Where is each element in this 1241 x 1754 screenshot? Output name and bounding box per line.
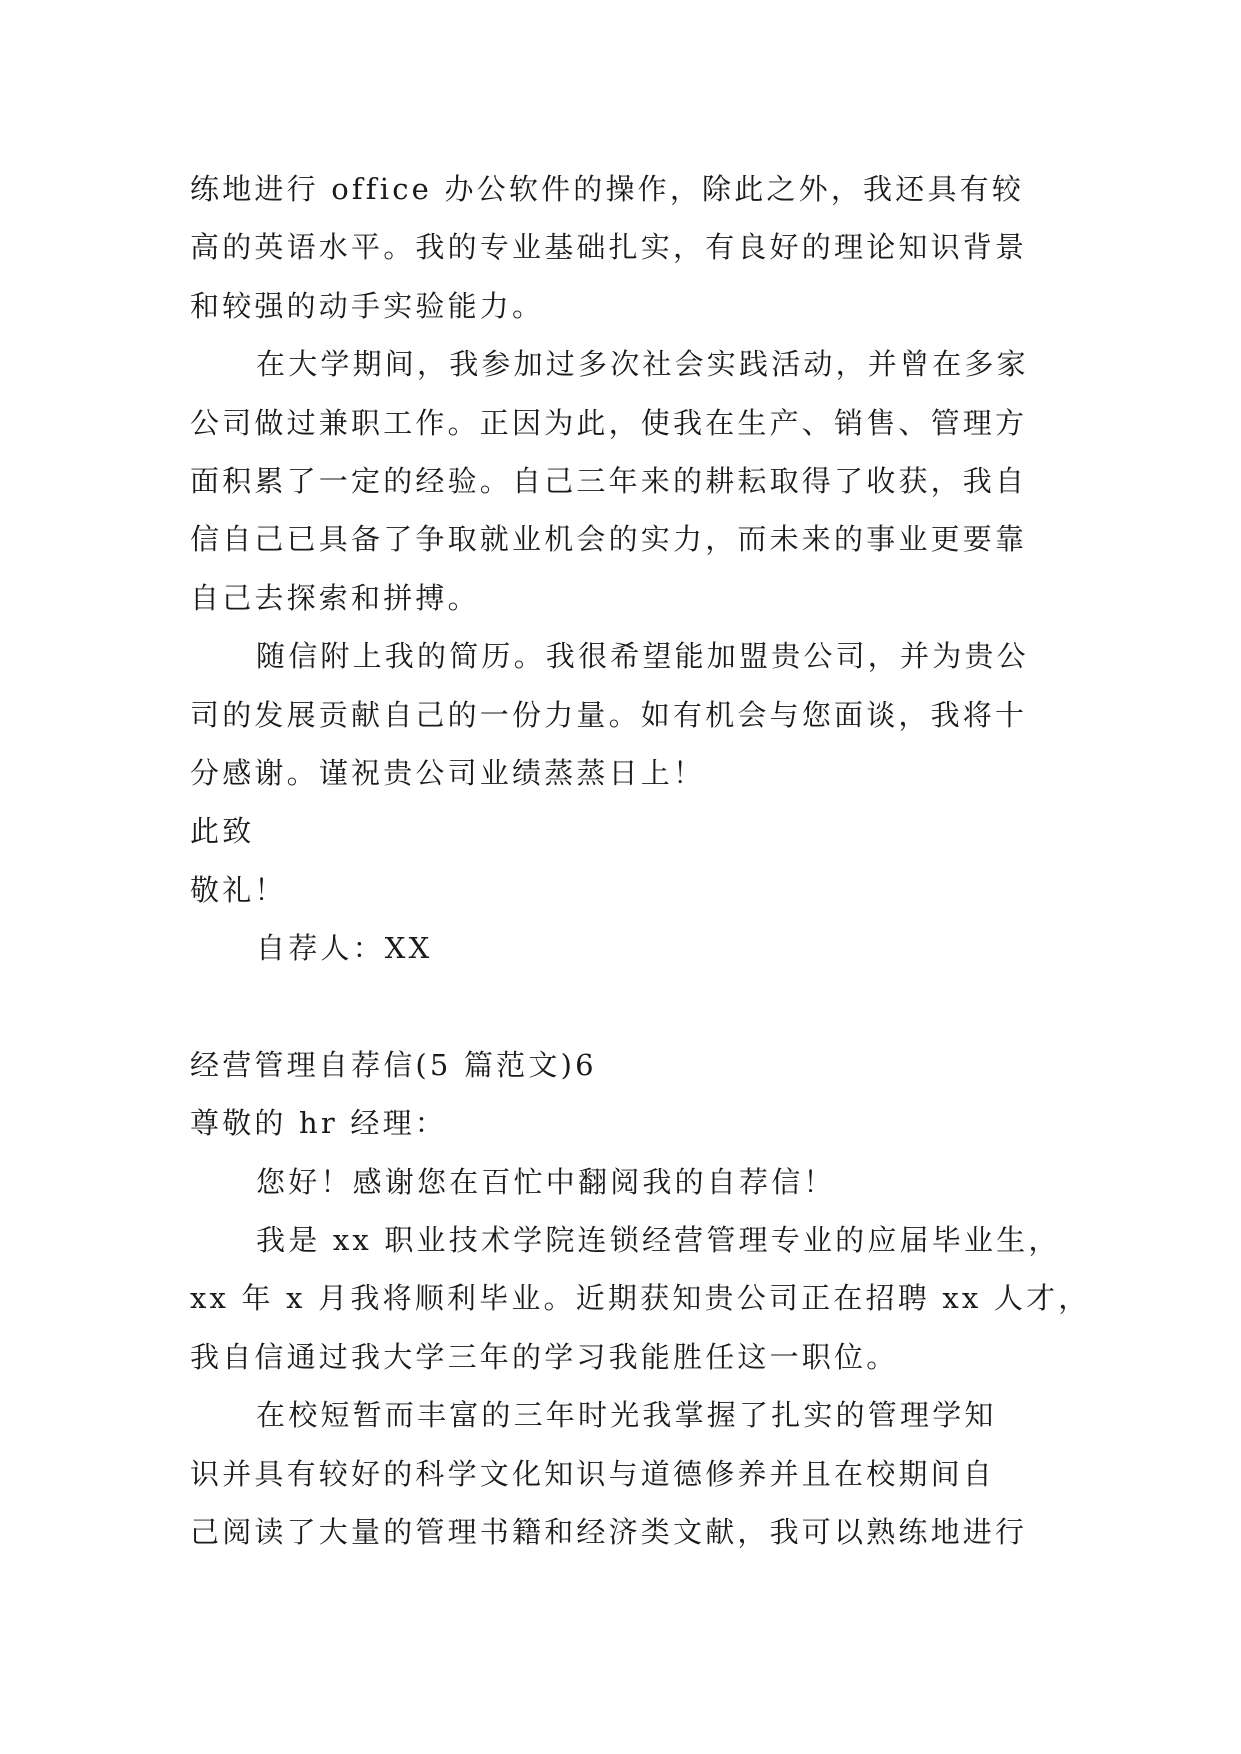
text-line: 随信附上我的简历。我很希望能加盟贵公司，并为贵公 [256,639,1029,674]
text-line: 尊敬的 hr 经理： [190,1106,447,1141]
text-line: 在大学期间，我参加过多次社会实践活动，并曾在多家 [256,347,1029,382]
text-line: 经营管理自荐信(5 篇范文)6 [190,1047,597,1082]
text-line: 您好！感谢您在百忙中翻阅我的自荐信！ [256,1164,836,1199]
text-line: 在校短暂而丰富的三年时光我掌握了扎实的管理学知 [256,1398,997,1433]
letter-section-1 [190,160,1050,977]
text-line: 识并具有较好的科学文化知识与道德修养并且在校期间自 [190,1456,996,1491]
text-line: 面积累了一定的经验。自己三年来的耕耘取得了收获，我自 [190,463,1028,498]
text-line: 信自己已具备了争取就业机会的实力，而未来的事业更要靠 [190,522,1028,557]
text-line: 练地进行 office 办公软件的操作，除此之外，我还具有较 [190,172,1025,206]
text-line: 此致 [190,814,255,849]
letter-section-2 [190,1036,1091,1562]
text-line: 己阅读了大量的管理书籍和经济类文献，我可以熟练地进行 [190,1514,1028,1549]
text-line: 和较强的动手实验能力。 [190,288,545,323]
text-line: 公司做过兼职工作。正因为此，使我在生产、销售、管理方 [190,405,1028,440]
section-gap [190,977,1050,1035]
text-line: 敬礼！ [190,872,287,907]
text-line: xx 年 x 月我将顺利毕业。近期获知贵公司正在招聘 xx 人才， [190,1281,1091,1316]
document-body [190,160,1091,1561]
text-line: 我是 xx 职业技术学院连锁经营管理专业的应届毕业生， [256,1223,1061,1258]
text-line: 我自信通过我大学三年的学习我能胜任这一职位。 [190,1339,899,1374]
text-line: 自己去探索和拼搏。 [190,580,480,615]
text-line: 分感谢。谨祝贵公司业绩蒸蒸日上！ [190,755,706,790]
text-line: 自荐人：XX [256,931,433,966]
text-line: 司的发展贡献自己的一份力量。如有机会与您面谈，我将十 [190,697,1028,732]
text-line: 高的英语水平。我的专业基础扎实，有良好的理论知识背景 [190,230,1028,265]
